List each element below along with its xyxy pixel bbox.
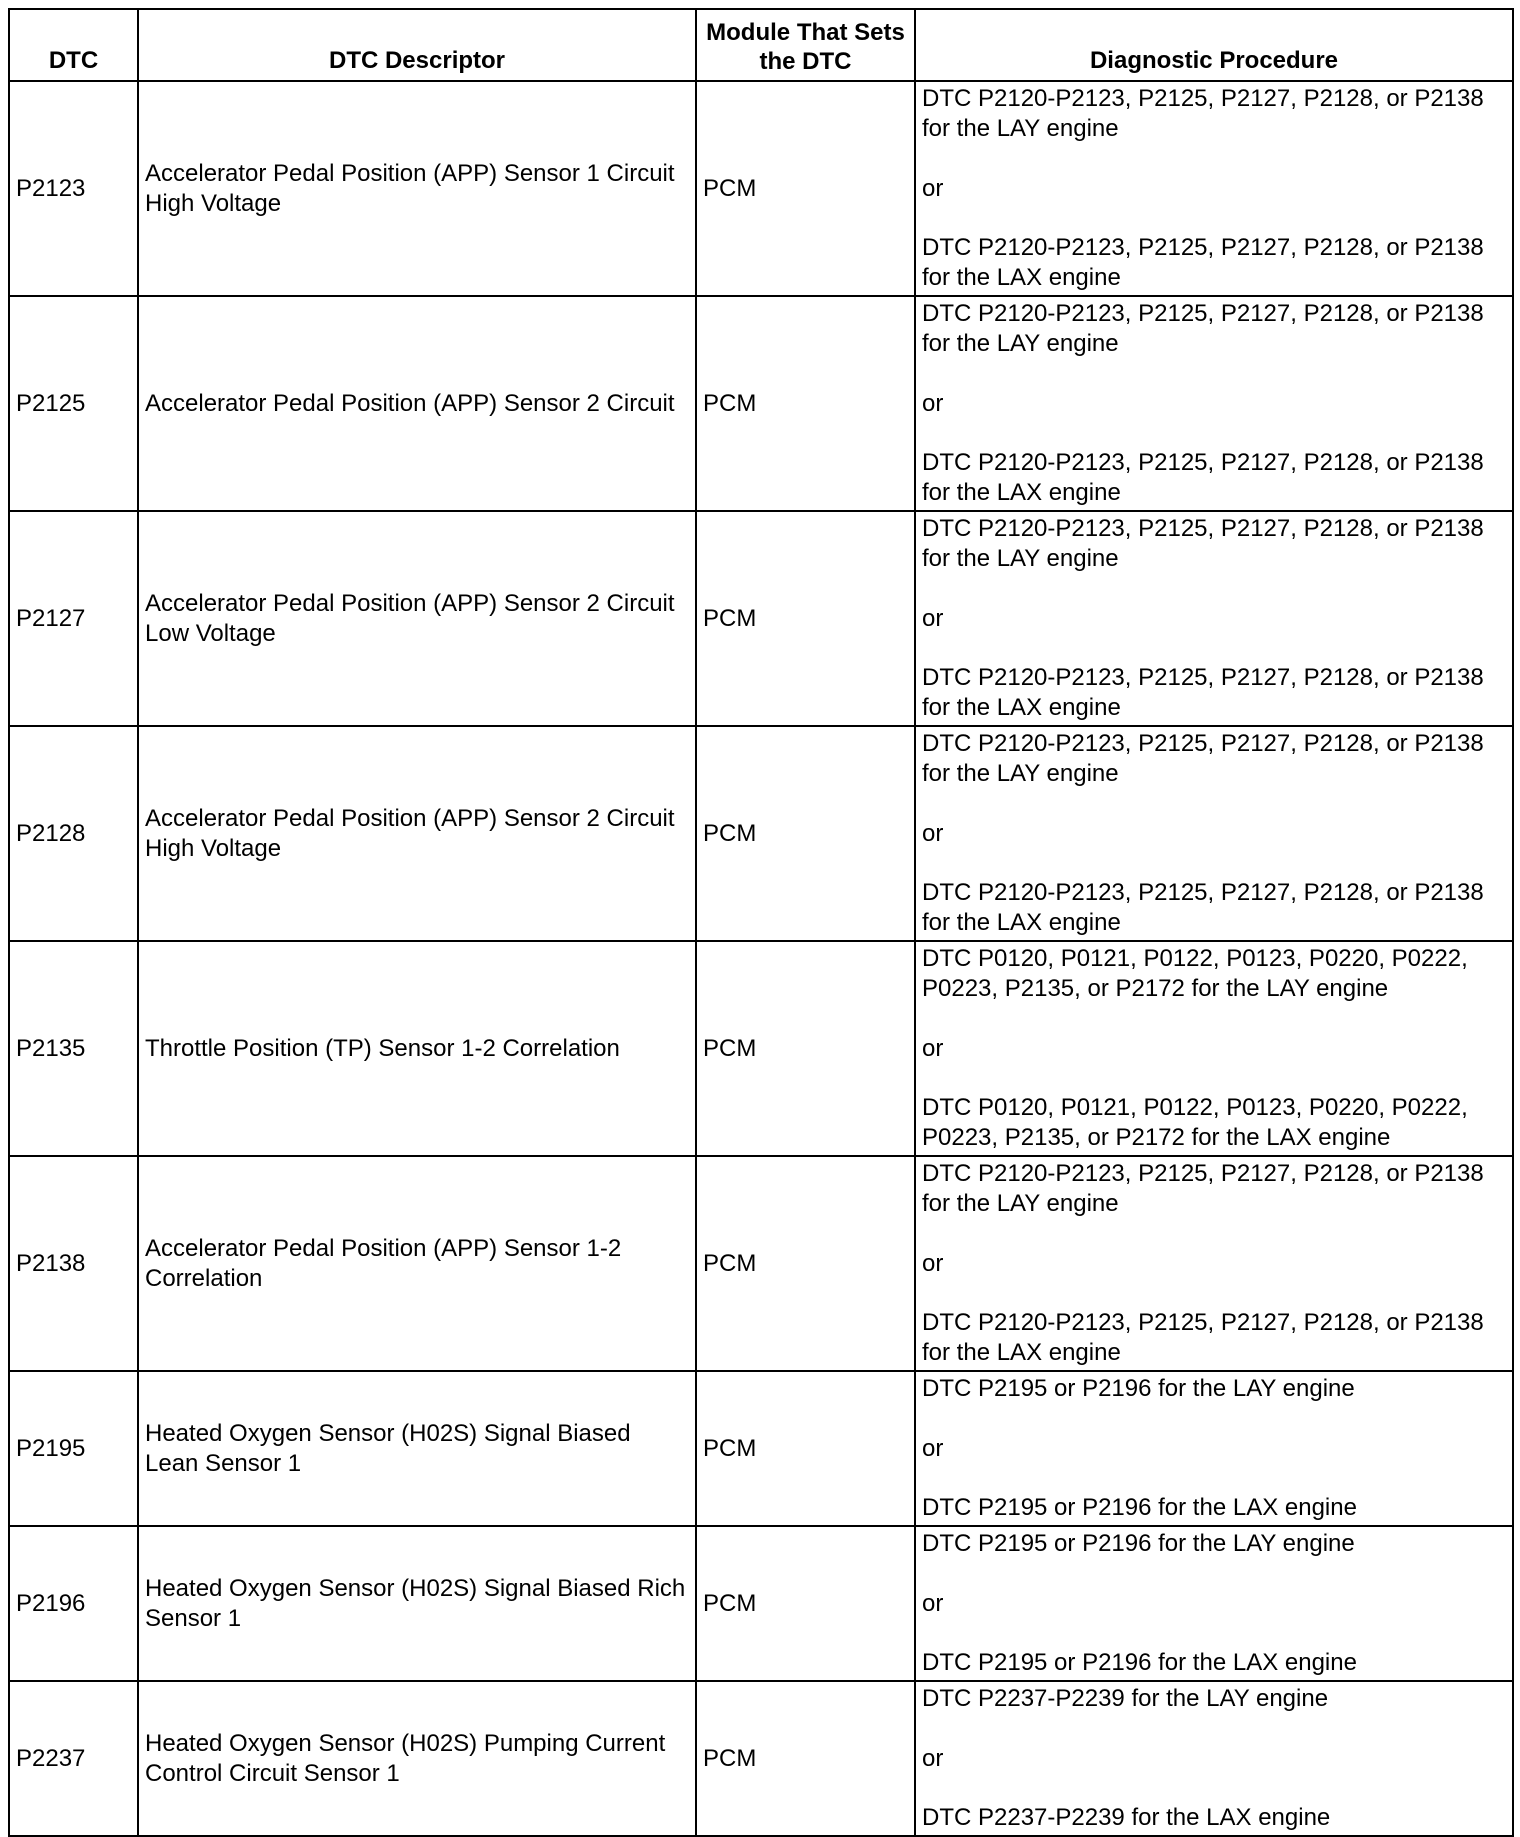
dtc-cell xyxy=(9,1681,138,1836)
header-descriptor: DTC Descriptor xyxy=(138,9,696,81)
procedure-stack xyxy=(922,1374,1506,1523)
table-row xyxy=(9,296,1513,511)
dtc-code: P2138 xyxy=(16,1249,86,1277)
header-row xyxy=(9,9,1513,81)
procedure-lay-link[interactable]: DTC P2195 or P2196 for the LAY engine xyxy=(922,1375,1355,1402)
procedure-cell xyxy=(915,81,1513,296)
procedure-lax-link[interactable]: DTC P2120-P2123, P2125, P2127, P2128, or P2138 for the LAX engine xyxy=(922,664,1484,721)
descriptor-cell xyxy=(138,1156,696,1371)
procedure-lay-link[interactable]: DTC P2120-P2123, P2125, P2127, P2128, or P2138 for the LAY engine xyxy=(922,85,1484,142)
procedure-stack xyxy=(922,1159,1506,1368)
dtc-descriptor: Accelerator Pedal Position (APP) Sensor 1 Circuit High Voltage xyxy=(145,159,675,217)
procedure-lay-link[interactable]: DTC P2120-P2123, P2125, P2127, P2128, or P2138 for the LAY engine xyxy=(922,1160,1484,1217)
procedure-or: or xyxy=(922,1249,944,1277)
header-dtc: DTC xyxy=(9,9,138,81)
dtc-code: P2128 xyxy=(16,819,86,847)
procedure-lay-link[interactable]: DTC P2237-P2239 for the LAY engine xyxy=(922,1685,1329,1712)
module-name: PCM xyxy=(703,604,757,632)
procedure-lay-link[interactable]: DTC P2195 or P2196 for the LAY engine xyxy=(922,1530,1355,1557)
procedure-lax-link[interactable]: DTC P0120, P0121, P0122, P0123, P0220, P0222, P0223, P2135, or P2172 for the LAX engine xyxy=(922,1094,1468,1151)
dtc-table xyxy=(8,8,1514,1837)
dtc-descriptor: Throttle Position (TP) Sensor 1-2 Correlation xyxy=(145,1034,620,1062)
table-row xyxy=(9,81,1513,296)
module-name: PCM xyxy=(703,389,757,417)
procedure-cell xyxy=(915,1526,1513,1681)
procedure-lax-link[interactable]: DTC P2195 or P2196 for the LAX engine xyxy=(922,1649,1357,1676)
module-cell xyxy=(696,1156,915,1371)
dtc-cell xyxy=(9,941,138,1156)
dtc-cell xyxy=(9,81,138,296)
procedure-lay-link[interactable]: DTC P2120-P2123, P2125, P2127, P2128, or P2138 for the LAY engine xyxy=(922,300,1484,357)
procedure-or: or xyxy=(922,819,944,847)
module-name: PCM xyxy=(703,1589,757,1617)
table-row xyxy=(9,1156,1513,1371)
procedure-stack xyxy=(922,1684,1506,1833)
procedure-or: or xyxy=(922,1034,944,1062)
table-row xyxy=(9,726,1513,941)
module-name: PCM xyxy=(703,1744,757,1772)
module-cell xyxy=(696,1371,915,1526)
procedure-cell xyxy=(915,941,1513,1156)
table-row xyxy=(9,1371,1513,1526)
module-cell xyxy=(696,1526,915,1681)
dtc-code: P2127 xyxy=(16,604,86,632)
dtc-code: P2196 xyxy=(16,1589,86,1617)
dtc-cell xyxy=(9,296,138,511)
procedure-lax-link[interactable]: DTC P2120-P2123, P2125, P2127, P2128, or P2138 for the LAX engine xyxy=(922,879,1484,936)
dtc-descriptor: Accelerator Pedal Position (APP) Sensor 2 Circuit High Voltage xyxy=(145,804,675,862)
procedure-stack xyxy=(922,1529,1506,1678)
module-name: PCM xyxy=(703,1434,757,1462)
table-row xyxy=(9,1681,1513,1836)
dtc-cell xyxy=(9,1526,138,1681)
procedure-or: or xyxy=(922,1589,944,1617)
procedure-stack xyxy=(922,299,1506,508)
procedure-stack xyxy=(922,84,1506,293)
header-procedure: Diagnostic Procedure xyxy=(915,9,1513,81)
procedure-cell xyxy=(915,296,1513,511)
dtc-cell xyxy=(9,1371,138,1526)
dtc-code: P2237 xyxy=(16,1744,86,1772)
dtc-code: P2125 xyxy=(16,389,86,417)
procedure-stack xyxy=(922,944,1506,1153)
dtc-table-page xyxy=(8,8,1512,1837)
procedure-lax-link[interactable]: DTC P2195 or P2196 for the LAX engine xyxy=(922,1494,1357,1521)
dtc-descriptor: Accelerator Pedal Position (APP) Sensor 2 Circuit xyxy=(145,389,675,417)
dtc-descriptor: Heated Oxygen Sensor (H02S) Signal Biased Lean Sensor 1 xyxy=(145,1419,631,1477)
table-row xyxy=(9,941,1513,1156)
procedure-lay-link[interactable]: DTC P2120-P2123, P2125, P2127, P2128, or P2138 for the LAY engine xyxy=(922,730,1484,787)
module-name: PCM xyxy=(703,174,757,202)
dtc-code: P2123 xyxy=(16,174,86,202)
procedure-or: or xyxy=(922,1434,944,1462)
dtc-code: P2195 xyxy=(16,1434,86,1462)
module-cell xyxy=(696,1681,915,1836)
procedure-stack xyxy=(922,514,1506,723)
dtc-cell xyxy=(9,1156,138,1371)
dtc-cell xyxy=(9,511,138,726)
procedure-or: or xyxy=(922,174,944,202)
descriptor-cell xyxy=(138,1681,696,1836)
descriptor-cell xyxy=(138,1371,696,1526)
procedure-lax-link[interactable]: DTC P2120-P2123, P2125, P2127, P2128, or P2138 for the LAX engine xyxy=(922,1309,1484,1366)
procedure-lax-link[interactable]: DTC P2120-P2123, P2125, P2127, P2128, or P2138 for the LAX engine xyxy=(922,449,1484,506)
descriptor-cell xyxy=(138,726,696,941)
module-name: PCM xyxy=(703,1034,757,1062)
descriptor-cell xyxy=(138,81,696,296)
dtc-cell xyxy=(9,726,138,941)
procedure-cell xyxy=(915,726,1513,941)
descriptor-cell xyxy=(138,1526,696,1681)
dtc-descriptor: Heated Oxygen Sensor (H02S) Pumping Current Control Circuit Sensor 1 xyxy=(145,1729,666,1787)
module-cell xyxy=(696,941,915,1156)
module-name: PCM xyxy=(703,1249,757,1277)
descriptor-cell xyxy=(138,941,696,1156)
dtc-code: P2135 xyxy=(16,1034,86,1062)
procedure-cell xyxy=(915,1681,1513,1836)
procedure-stack xyxy=(922,729,1506,938)
procedure-cell xyxy=(915,1371,1513,1526)
module-cell xyxy=(696,726,915,941)
module-cell xyxy=(696,296,915,511)
procedure-cell xyxy=(915,1156,1513,1371)
procedure-lay-link[interactable]: DTC P0120, P0121, P0122, P0123, P0220, P0222, P0223, P2135, or P2172 for the LAY engine xyxy=(922,945,1468,1002)
dtc-descriptor: Accelerator Pedal Position (APP) Sensor 1-2 Correlation xyxy=(145,1234,622,1292)
procedure-or: or xyxy=(922,1744,944,1772)
procedure-lax-link[interactable]: DTC P2237-P2239 for the LAX engine xyxy=(922,1804,1331,1831)
table-row xyxy=(9,511,1513,726)
descriptor-cell xyxy=(138,511,696,726)
procedure-or: or xyxy=(922,389,944,417)
dtc-descriptor: Accelerator Pedal Position (APP) Sensor 2 Circuit Low Voltage xyxy=(145,589,675,647)
procedure-or: or xyxy=(922,604,944,632)
table-row xyxy=(9,1526,1513,1681)
module-cell xyxy=(696,511,915,726)
procedure-lay-link[interactable]: DTC P2120-P2123, P2125, P2127, P2128, or P2138 for the LAY engine xyxy=(922,515,1484,572)
descriptor-cell xyxy=(138,296,696,511)
module-cell xyxy=(696,81,915,296)
header-module: Module That Sets the DTC xyxy=(696,9,915,81)
procedure-cell xyxy=(915,511,1513,726)
dtc-descriptor: Heated Oxygen Sensor (H02S) Signal Biased Rich Sensor 1 xyxy=(145,1574,686,1632)
procedure-lax-link[interactable]: DTC P2120-P2123, P2125, P2127, P2128, or P2138 for the LAX engine xyxy=(922,234,1484,291)
module-name: PCM xyxy=(703,819,757,847)
